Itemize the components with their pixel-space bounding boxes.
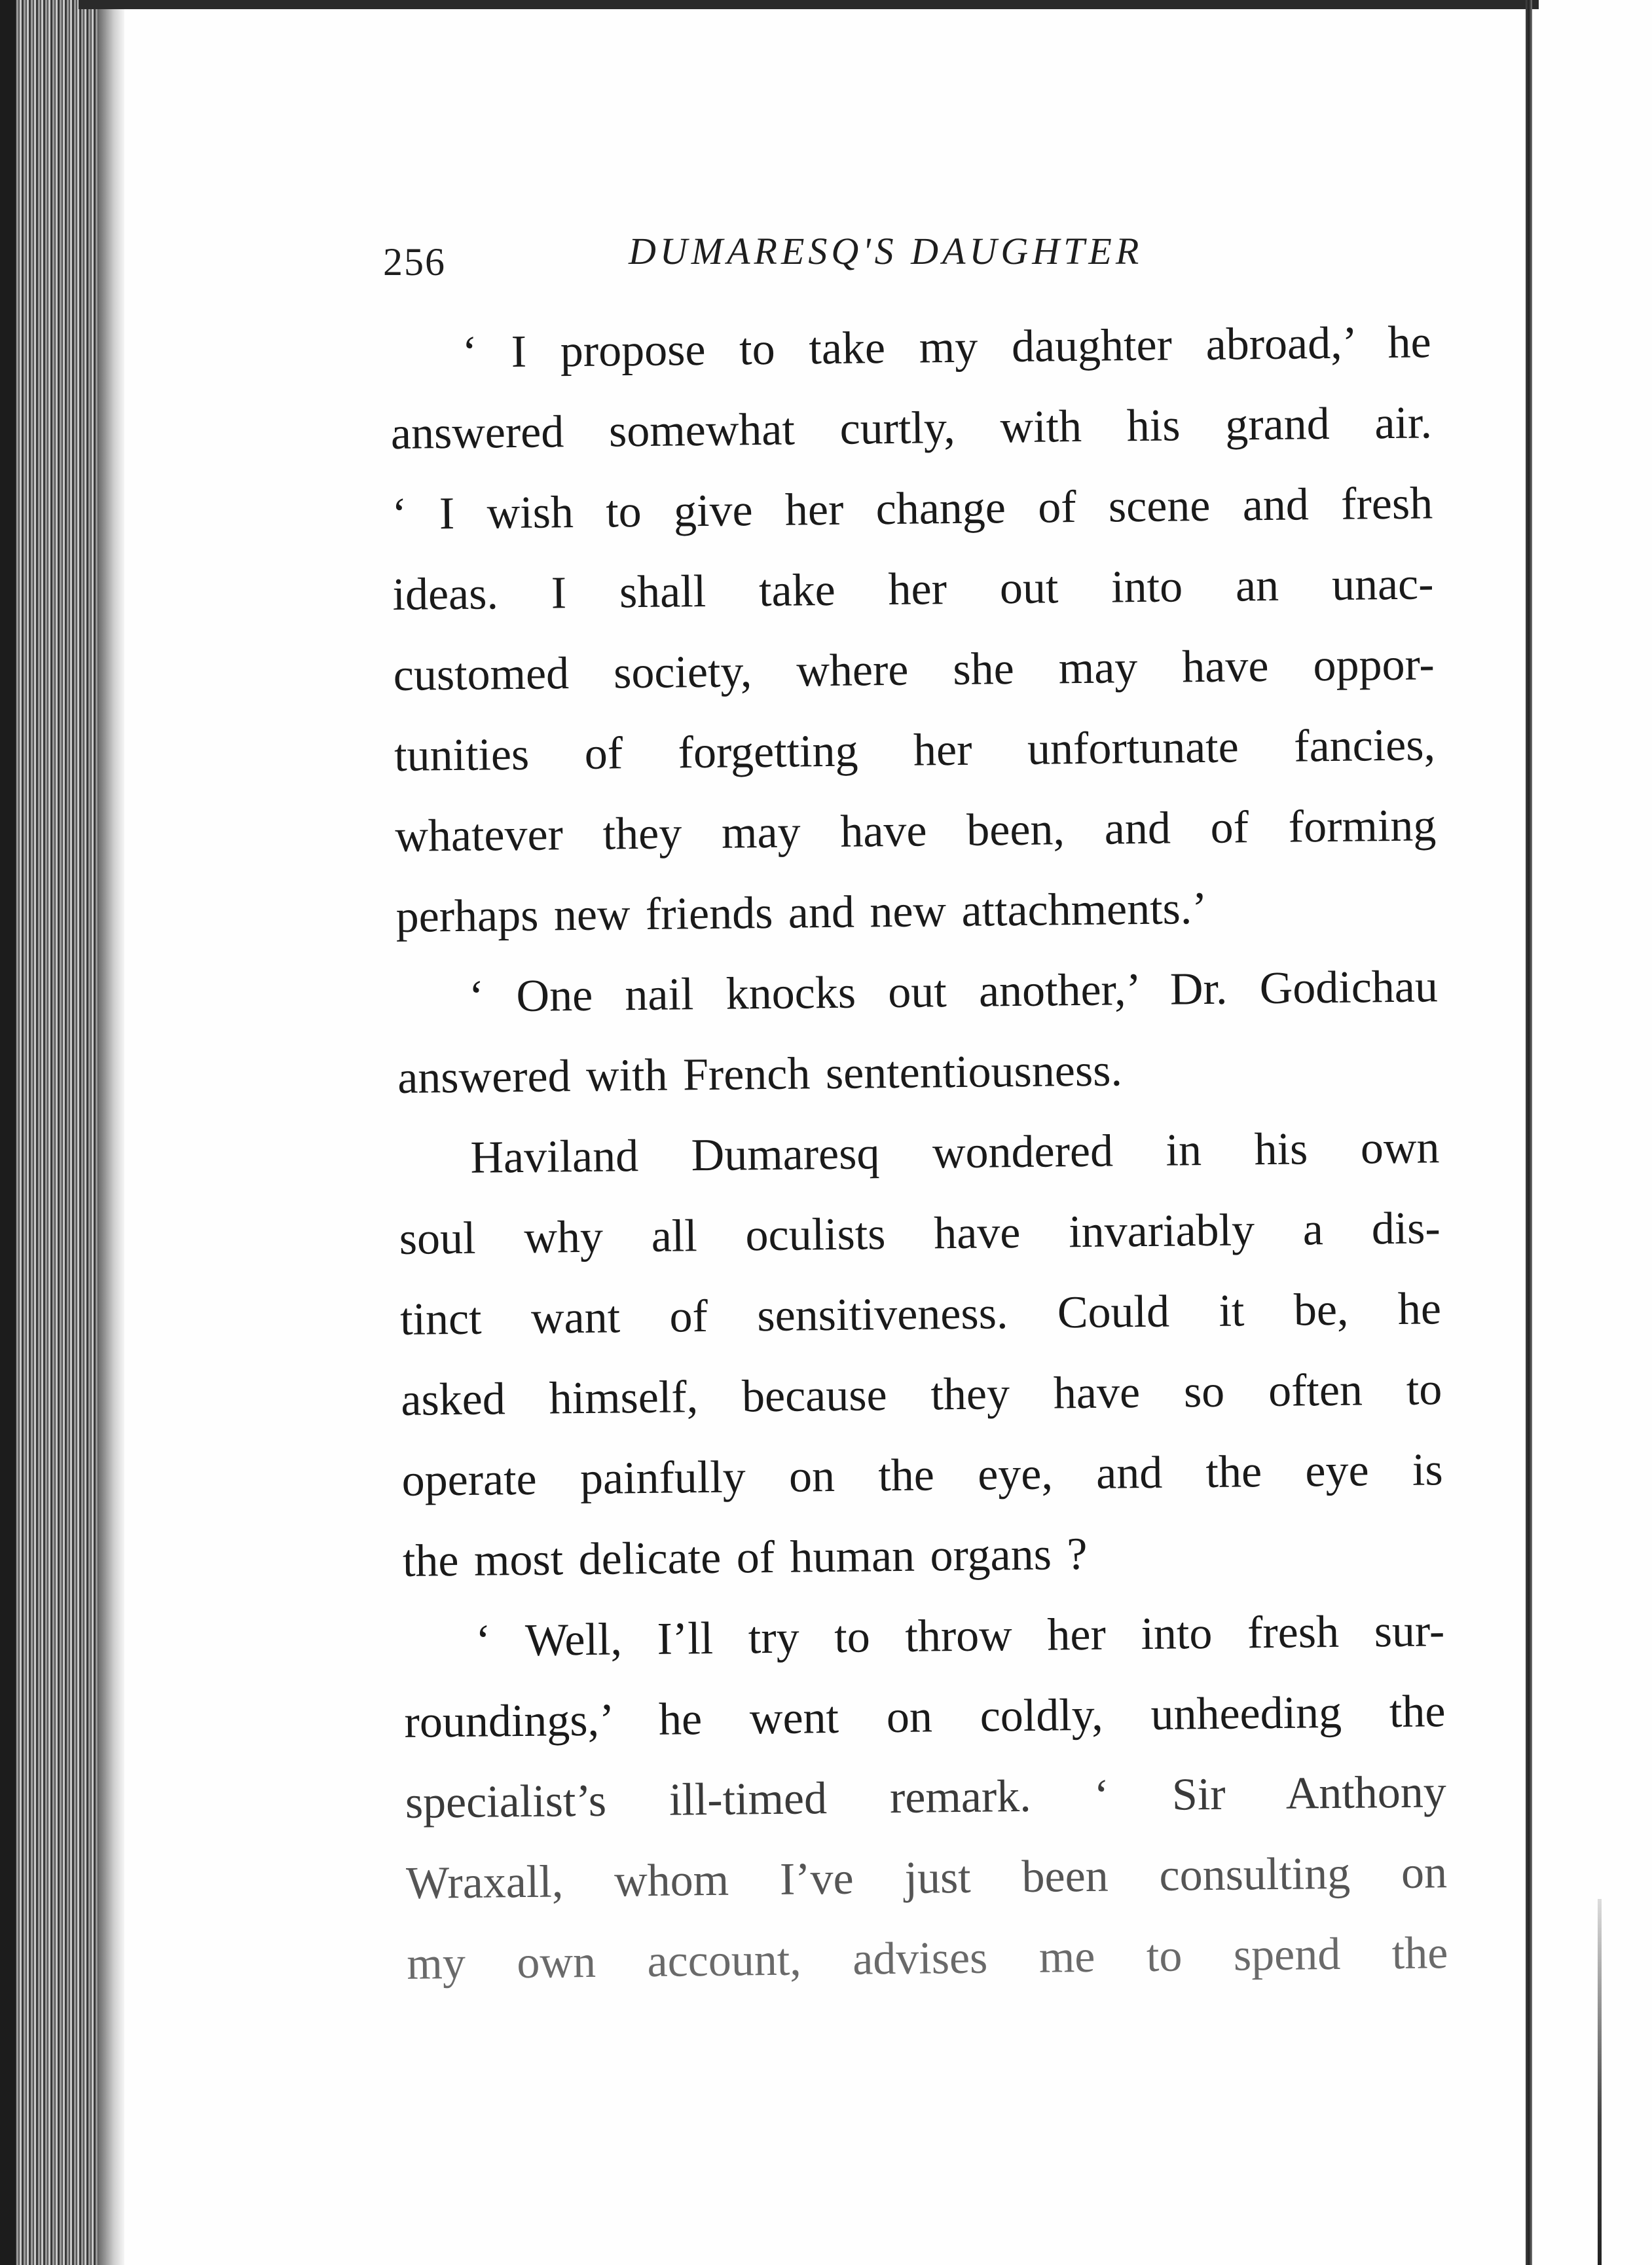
text-line: ‘ I wish to give her change of scene and fresh [391, 478, 1433, 540]
right-page-edge [1526, 0, 1532, 2265]
book-cover-edge [0, 0, 16, 2265]
binding-shadow [98, 0, 124, 2265]
text-line: asked himself, because they have so often to [400, 1364, 1442, 1426]
text-line: soul why all oculists have invariably a dis- [399, 1203, 1441, 1264]
text-line: Haviland Dumaresq wondered in his own [470, 1122, 1440, 1183]
text-line: perhaps new friends and new attachments.’ [395, 883, 1208, 942]
body-text [390, 302, 1448, 2004]
page-header [383, 223, 1169, 282]
top-edge [79, 0, 1539, 9]
text-line: operate painfully on the eye, and the eye is [401, 1445, 1443, 1506]
text-line: answered somewhat curtly, with his grand air. [390, 397, 1433, 459]
text-line: tunities of forgetting her unfortunate fancies, [394, 720, 1436, 781]
text-line: ‘ One nail knocks out another,’ Dr. Godichau [468, 961, 1439, 1022]
text-line: ‘ I propose to take my daughter abroad,’ he [462, 317, 1431, 378]
page-number: 256 [383, 240, 446, 284]
right-page-edge-lower [1598, 1899, 1602, 2265]
text-line: ideas. I shall take her out into an unac- [392, 559, 1434, 620]
text-line: my own account, advises me to spend the [407, 1928, 1448, 1989]
running-head: DUMARESQ'S DAUGHTER [629, 230, 1143, 272]
text-line: specialist’s ill-timed remark. ‘ Sir Anthony [405, 1767, 1447, 1828]
text-line: customed society, where she may have oppor- [393, 639, 1435, 701]
text-line: the most delicate of human organs ? [402, 1528, 1088, 1587]
text-line: roundings,’ he went on coldly, unheeding the [404, 1686, 1446, 1748]
text-line: whatever they may have been, and of forming [394, 800, 1437, 862]
text-line: tinct want of sensitiveness. Could it be, he [399, 1283, 1442, 1345]
text-line: answered with French sententiousness. [397, 1045, 1123, 1103]
text-line: Wraxall, whom I’ve just been consulting on [405, 1847, 1448, 1909]
text-line: ‘ Well, I’ll try to throw her into fresh sur- [475, 1606, 1445, 1667]
